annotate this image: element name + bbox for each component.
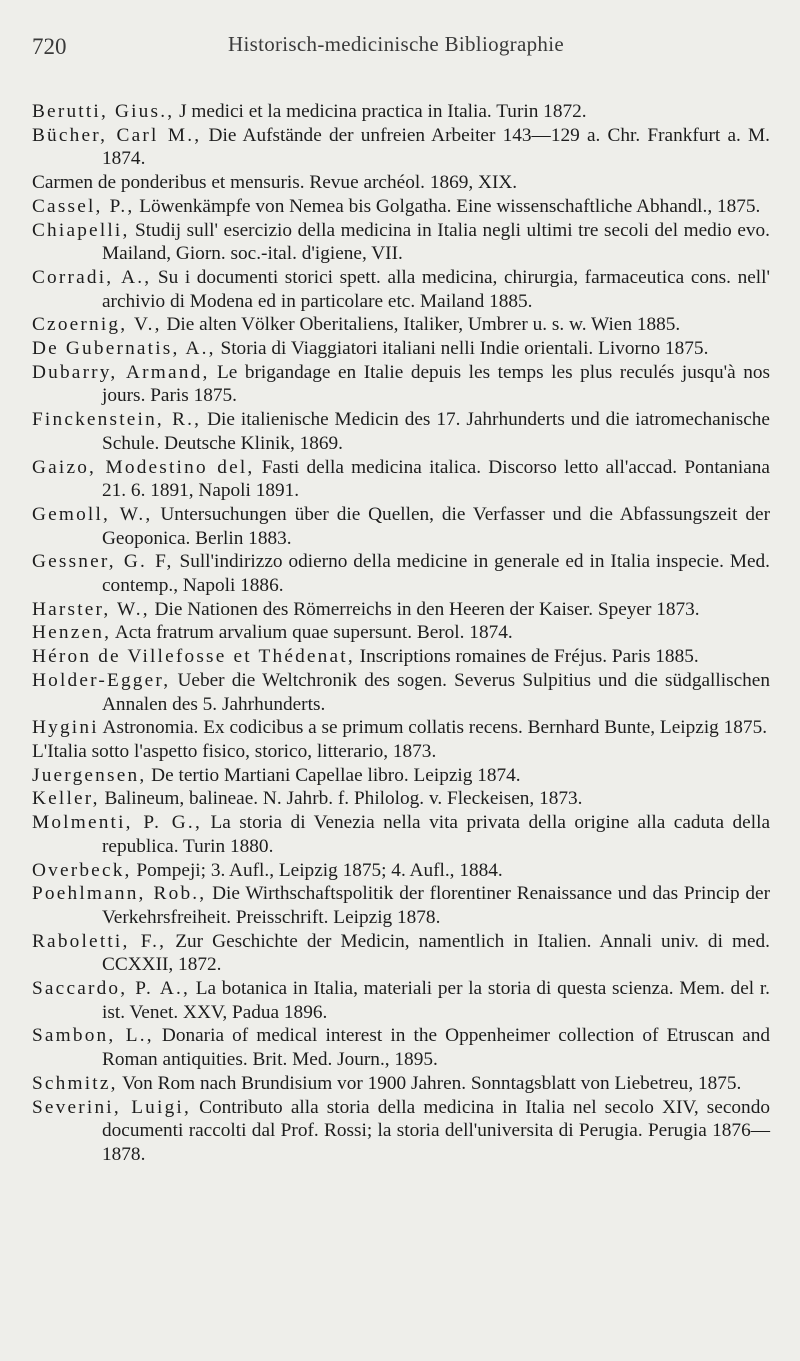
entry-text: Löwenkämpfe von Nemea bis Golgatha. Eine wissenschaftliche Abhandl., 1875. (134, 195, 761, 217)
bibliography-entry (32, 1096, 770, 1167)
bibliography-entry (32, 503, 770, 550)
entry-text: Zur Geschichte der Medicin, namentlich in Italien. Annali univ. di med. CCXXII, 1872. (102, 930, 770, 976)
bibliography-entry (32, 266, 770, 313)
bibliography-entry (32, 669, 770, 716)
entry-text: Su i documenti storici spett. alla medicina, chirurgia, farmaceutica cons. nell' archivio di Modena ed in particolare etc. Mailand 1885. (102, 266, 770, 312)
entry-author: Overbeck, (32, 859, 132, 881)
bibliography-entry (32, 740, 770, 764)
bibliography-entry (32, 171, 770, 195)
entry-text: Acta fratrum arvalium quae supersunt. Berol. 1874. (111, 622, 513, 644)
running-title: Historisch-medicinische Bibliographie (228, 32, 564, 56)
entry-text: Storia di Viaggiatori italiani nelli Indie orientali. Livorno 1875. (215, 338, 709, 360)
entry-text: Balineum, balineae. N. Jahrb. f. Philolog. v. Fleckeisen, 1873. (99, 788, 583, 810)
bibliography-entry (32, 930, 770, 977)
entry-text: Pompeji; 3. Aufl., Leipzig 1875; 4. Aufl., 1884. (131, 859, 503, 881)
bibliography-entry (32, 1072, 770, 1096)
entry-author: Chiapelli, (32, 219, 130, 241)
entry-text: Sull'indirizzo odierno della medicine in generale ed in Italia inspecie. Med. contemp., Napoli 1886. (102, 551, 771, 597)
bibliography-entry (32, 100, 770, 124)
bibliography-entry (32, 1024, 770, 1071)
entry-text: Le brigandage en Italie depuis les temps les plus reculés jusqu'à nos jours. Paris 1875. (102, 361, 770, 407)
entry-author: Gemoll, W., (32, 503, 153, 525)
bibliography-entry (32, 313, 770, 337)
bibliography-entry (32, 716, 770, 740)
entry-author: Severini, Luigi, (32, 1096, 191, 1118)
entry-text: Untersuchungen über die Quellen, die Verfasser und die Abfassungszeit der Geoponica. Berlin 1883. (102, 503, 770, 549)
entry-text: Die alten Völker Oberitaliens, Italiker, Umbrer u. s. w. Wien 1885. (161, 314, 681, 336)
bibliography-entry (32, 645, 770, 669)
entry-text: Carmen de ponderibus et mensuris. Revue archéol. 1869, XIX. (32, 172, 518, 194)
bibliography-entry (32, 456, 770, 503)
bibliography-entry (32, 882, 770, 929)
entry-author: Henzen, (32, 622, 112, 644)
entry-text: Studij sull' esercizio della medicina in Italia negli ultimi tre secoli del medio evo. Mailand, Giorn. soc.-ital. d'igiene, VII. (102, 219, 770, 265)
entry-text: La storia di Venezia nella vita privata della origine alla caduta della republica. Turin 1880. (102, 812, 771, 857)
entry-text: J medici et la medicina practica in Italia. Turin 1872. (174, 101, 587, 122)
bibliography-entry (32, 764, 770, 788)
entry-text: Inscriptions romaines de Fréjus. Paris 1885. (354, 646, 699, 668)
entry-author: De Gubernatis, A., (32, 338, 216, 360)
bibliography-list (32, 100, 770, 1167)
bibliography-entry (32, 361, 770, 408)
entry-text: Ueber die Weltchronik des sogen. Severus Sulpitius und die südgallischen Annalen des 5. Jahrhunderts. (102, 669, 770, 715)
bibliography-entry (32, 621, 770, 645)
bibliography-entry (32, 337, 770, 361)
bibliography-entry (32, 977, 770, 1024)
bibliography-entry (32, 787, 770, 811)
entry-author: Schmitz, (32, 1072, 118, 1094)
entry-author: Hygini (32, 717, 99, 739)
bibliography-entry (32, 219, 770, 266)
entry-text: Fasti della medicina italica. Discorso letto all'accad. Pontaniana 21. 6. 1891, Napoli 1891. (102, 456, 770, 502)
bibliography-entry (32, 195, 770, 219)
bibliography-entry (32, 859, 770, 883)
entry-author: Holder-Egger, (32, 669, 171, 691)
bibliography-entry (32, 811, 770, 858)
entry-author: Héron de Villefosse et Thédenat, (32, 646, 355, 668)
entry-text: Donaria of medical interest in the Oppenheimer collection of Etruscan and Roman antiquities. Brit. Med. Journ., 1895. (102, 1025, 770, 1071)
entry-text: Die italienische Medicin des 17. Jahrhunderts und die iatromechanische Schule. Deutsche Klinik, 1869. (102, 409, 770, 454)
entry-author: Saccardo, P. A., (32, 978, 191, 1000)
entry-author: Finckenstein, R., (32, 409, 202, 431)
bibliography-entry (32, 598, 770, 622)
entry-author: Juergensen, (32, 764, 147, 786)
bibliography-entry (32, 408, 770, 455)
entry-author: Czoernig, V., (32, 314, 162, 336)
entry-text: Die Aufstände der unfreien Arbeiter 143—129 a. Chr. Frankfurt a. M. 1874. (102, 124, 770, 170)
entry-author: Gessner, G. F, (32, 551, 174, 573)
entry-author: Keller, (32, 788, 100, 810)
entry-author: Berutti, Gius., (32, 101, 175, 122)
page-header (32, 26, 770, 66)
entry-author: Raboletti, F., (32, 930, 167, 952)
entry-text: Astronomia. Ex codicibus a se primum collatis recens. Bernhard Bunte, Leipzig 1875. (98, 717, 768, 739)
entry-text: Die Wirthschaftspolitik der florentiner Renaissance und das Princip der Verkehrsfreiheit. Preisschrift. Leipzig 1878. (102, 883, 770, 928)
entry-text: La botanica in Italia, materiali per la storia di questa scienza. Mem. del r. ist. Venet. XXV, Padua 1896. (102, 978, 770, 1023)
bibliography-entry (32, 124, 770, 171)
page-number: 720 (32, 34, 67, 59)
entry-author: Gaizo, Modestino del, (32, 456, 255, 478)
entry-author: Bücher, Carl M., (32, 124, 202, 146)
entry-author: Corradi, A., (32, 266, 152, 288)
entry-text: L'Italia sotto l'aspetto fisico, storico, litterario, 1873. (32, 740, 437, 762)
entry-author: Molmenti, P. G., (32, 812, 202, 834)
bibliography-entry (32, 550, 770, 597)
entry-text: Die Nationen des Römerreichs in den Heeren der Kaiser. Speyer 1873. (149, 598, 700, 620)
entry-text: De tertio Martiani Capellae libro. Leipzig 1874. (146, 764, 521, 786)
entry-author: Harster, W., (32, 598, 150, 620)
entry-author: Poehlmann, Rob., (32, 883, 207, 905)
entry-author: Sambon, L., (32, 1025, 154, 1047)
entry-text: Contributo alla storia della medicina in Italia nel secolo XIV, secondo documenti raccolti dal Prof. Rossi; la storia dell'universita di Perugia. Perugia 1876—1878. (102, 1096, 770, 1165)
entry-author: Dubarry, Armand, (32, 361, 210, 383)
entry-author: Cassel, P., (32, 195, 135, 217)
entry-text: Von Rom nach Brundisium vor 1900 Jahren. Sonntagsblatt von Liebetreu, 1875. (117, 1072, 742, 1094)
